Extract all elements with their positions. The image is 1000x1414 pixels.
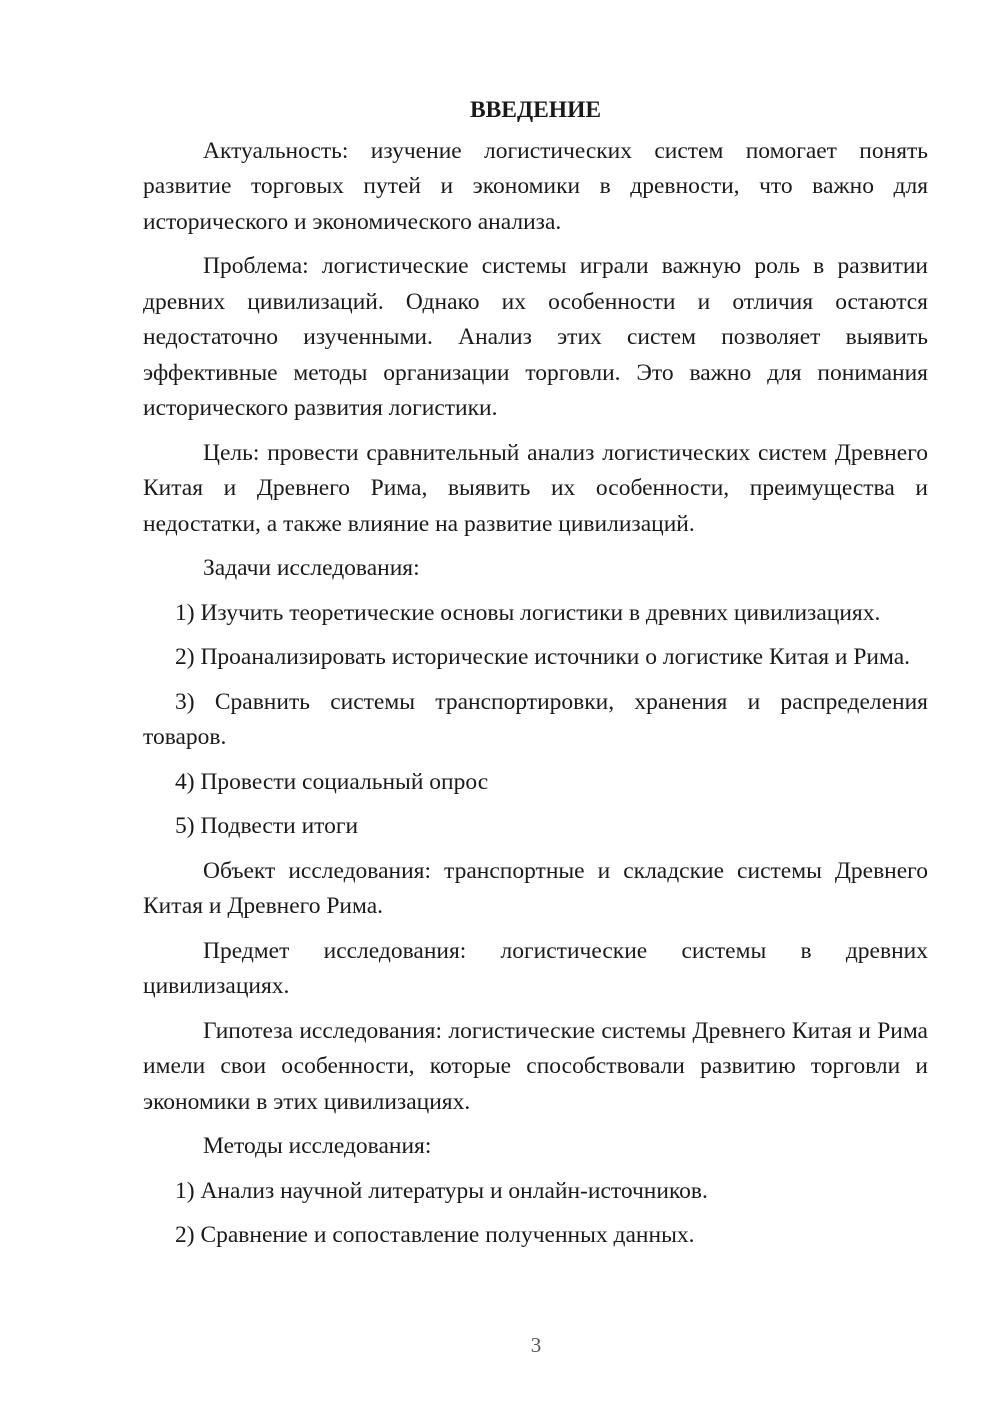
section-title: ВВЕДЕНИЕ (469, 97, 602, 123)
task-item-5: 5) Подвести итоги (175, 813, 359, 839)
hypothesis-paragraph: Гипотеза исследования: логистические системы Древнего Китая и Рима имели свои особенности, которые способствовали развитию торговли и экономики в этих цивилизациях. (143, 1017, 928, 1115)
task-item-3: 3) Сравнить системы транспортировки, хранения и распределения товаров. (143, 688, 928, 750)
object-paragraph: Объект исследования: транспортные и складские системы Древнего Китая и Древнего Рима. (143, 857, 928, 919)
tasks-heading: Задачи исследования: (203, 555, 420, 581)
method-item-1: 1) Анализ научной литературы и онлайн-источников. (175, 1177, 708, 1204)
task-item-1: 1) Изучить теоретические основы логистики в древних цивилизациях. (175, 599, 881, 626)
goal-paragraph: Цель: провести сравнительный анализ логистических систем Древнего Китая и Древнего Рима, выявить их особенности, преимущества и недостатки, а также влияние на развитие цивилизаций. (143, 439, 928, 537)
problem-paragraph: Проблема: логистические системы играли важную роль в развитии древних цивилизаций. Однако их особенности и отличия остаются недостаточно изученными. Анализ этих систем позволяет выявить эффективные методы организации торговли. Это важно для понимания исторического развития логистики. (143, 253, 928, 421)
method-item-2: 2) Сравнение и сопоставление полученных данных. (175, 1222, 695, 1248)
task-item-4: 4) Провести социальный опрос (175, 768, 489, 795)
page-number: 3 (530, 1333, 542, 1357)
page-content (143, 93, 928, 1263)
relevance-paragraph: Актуальность: изучение логистических систем помогает понять развитие торговых путей и экономики в древности, что важно для исторического и экономического анализа. (143, 137, 928, 235)
task-item-2: 2) Проанализировать исторические источники о логистике Китая и Рима. (175, 644, 911, 670)
methods-heading: Методы исследования: (203, 1133, 432, 1159)
subject-paragraph: Предмет исследования: логистические системы в древних цивилизациях. (143, 937, 928, 999)
